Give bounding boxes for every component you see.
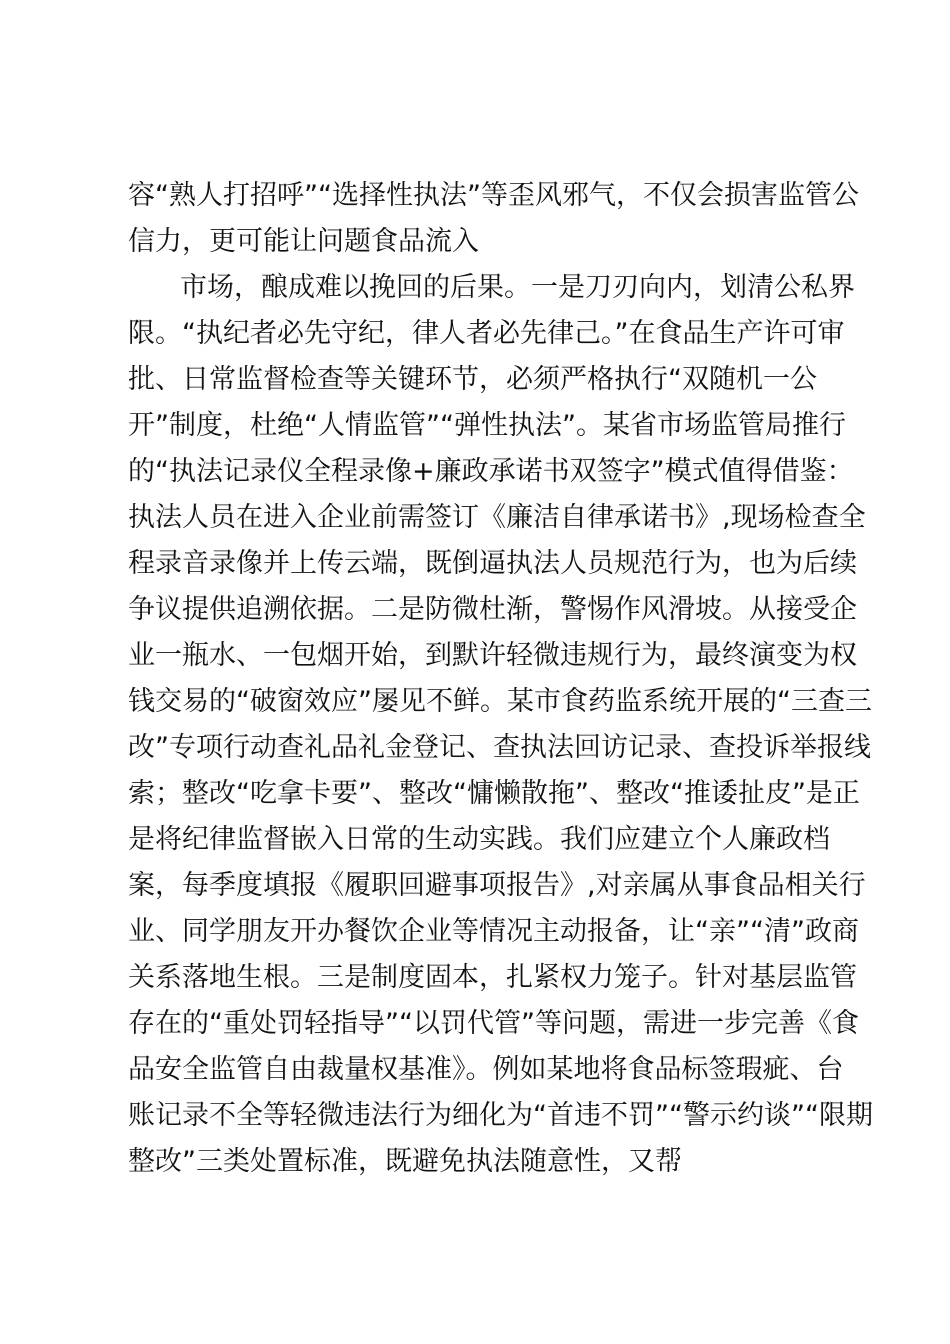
- text-line: 执法人员在进入企业前需签订《廉洁自律承诺书》,现场检查全: [128, 502, 866, 533]
- text-line: 存在的“重处罚轻指导”“以罚代管”等问题，需进一步完善《食: [128, 1008, 859, 1039]
- text-line: 信力，更可能让问题食品流入: [128, 226, 479, 257]
- text-line: 关系落地生根。三是制度固本，扎紧权力笼子。针对基层监管: [128, 962, 857, 993]
- text-line: 品安全监管自由裁量权基准》。例如某地将食品标签瑕疵、台: [128, 1054, 844, 1085]
- text-line: 案，每季度填报《履职回避事项报告》,对亲属从事食品相关行: [128, 870, 866, 901]
- text-line: 业、同学朋友开办餐饮企业等情况主动报备，让“亲”“清”政商: [128, 916, 859, 947]
- text-line: 钱交易的“破窗效应”屡见不鲜。某市食药监系统开展的“三查三: [128, 686, 872, 717]
- text-line: 改”专项行动查礼品礼金登记、查执法回访记录、查投诉举报线: [128, 732, 871, 763]
- text-line: 容“熟人打招呼”“选择性执法”等歪风邪气，不仅会损害监管公: [128, 180, 859, 211]
- text-line: 账记录不全等轻微违法行为细化为“首违不罚”“警示约谈”“限期: [128, 1100, 873, 1131]
- paragraph-first-line: 市场，酿成难以挽回的后果。一是刀刃向内，划清公私界: [180, 272, 855, 303]
- text-line: 争议提供追溯依据。二是防微杜渐，警惕作风滑坡。从接受企: [128, 594, 857, 625]
- text-line: 程录音录像并上传云端，既倒逼执法人员规范行为，也为后续: [128, 548, 857, 579]
- text-line: 批、日常监督检查等关键环节，必须严格执行“双随机一公: [128, 364, 817, 395]
- text-line: 开”制度，杜绝“人情监管”“弹性执法”。某省市场监管局推行: [128, 410, 846, 441]
- text-line: 的“执法记录仪全程录像+廉政承诺书双签字”模式值得借鉴：: [128, 456, 854, 487]
- text-line: 整改”三类处置标准，既避免执法随意性，又帮: [128, 1146, 682, 1177]
- text-line: 业一瓶水、一包烟开始，到默许轻微违规行为，最终演变为权: [128, 640, 857, 671]
- text-line: 是将纪律监督嵌入日常的生动实践。我们应建立个人廉政档: [128, 824, 830, 855]
- text-line: 限。“执纪者必先守纪，律人者必先律己。”在食品生产许可审: [128, 318, 845, 349]
- text-line: 索；整改“吃拿卡要”、整改“慵懒散拖”、整改“推诿扯皮”是正: [128, 778, 860, 809]
